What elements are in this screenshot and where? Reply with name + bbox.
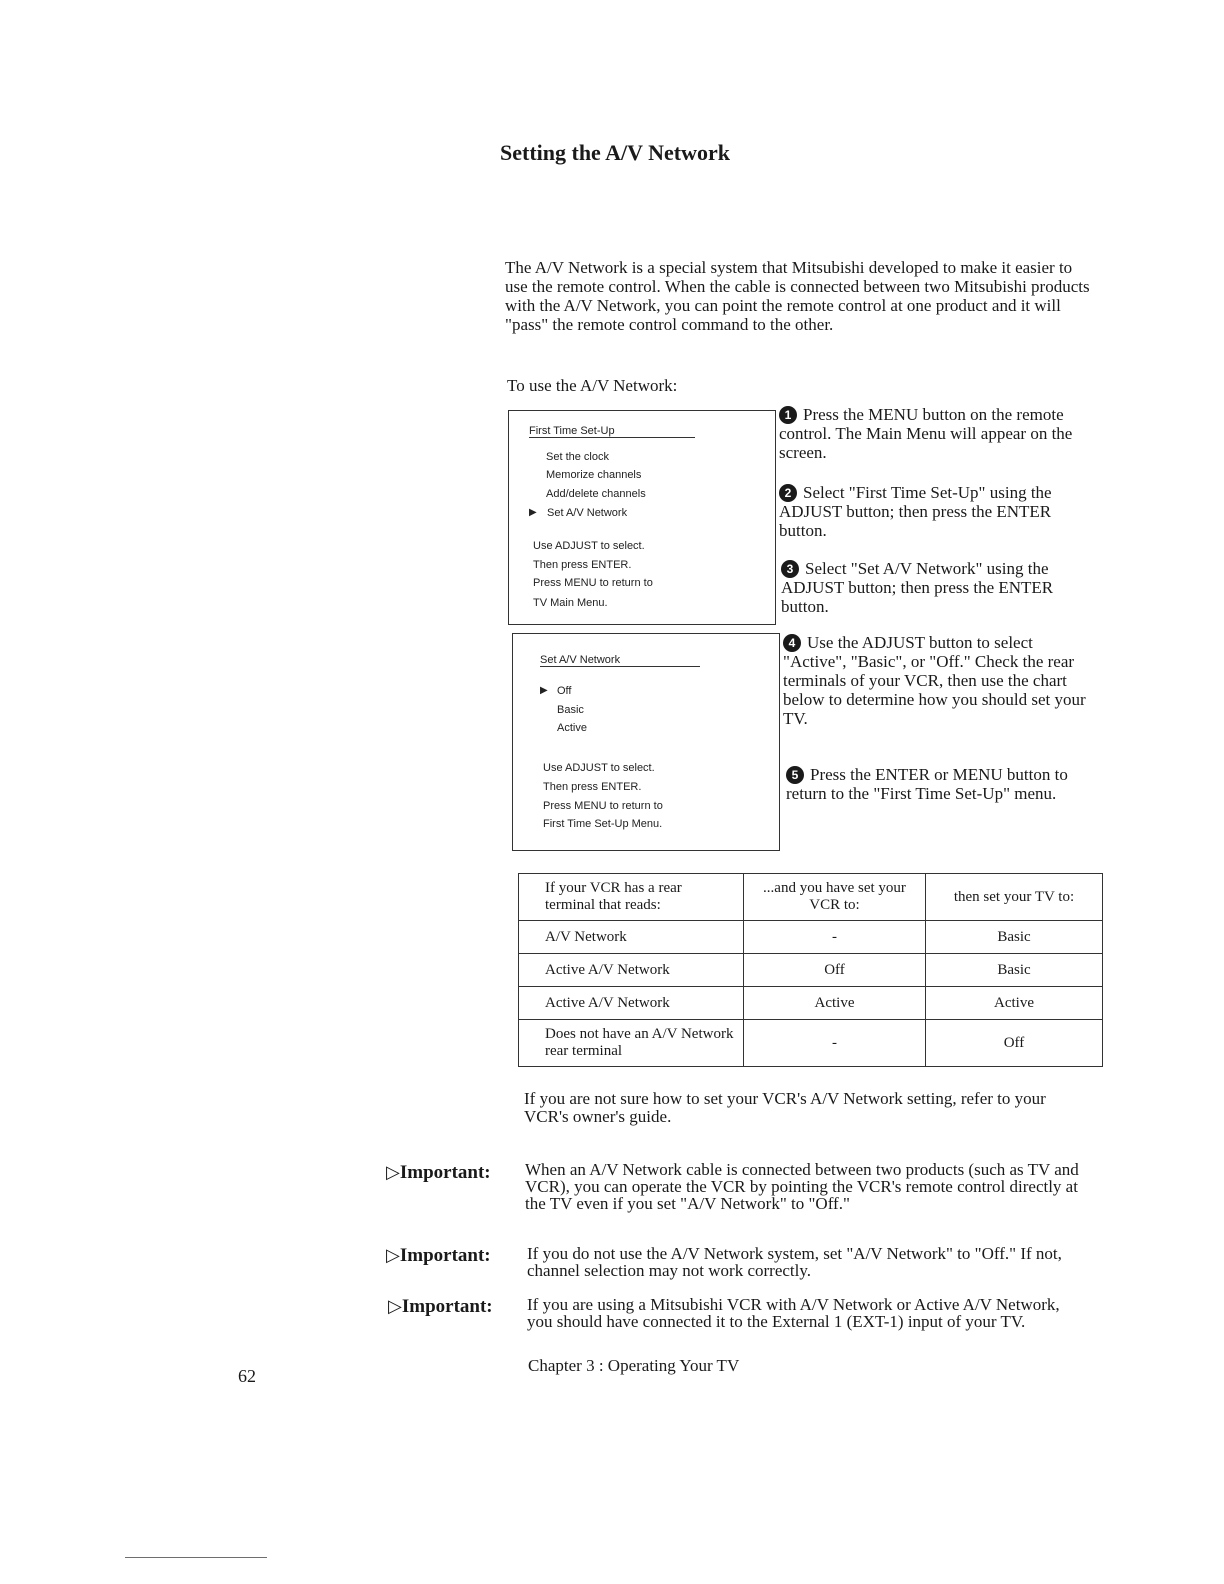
step-text: Press the MENU button on the remote control. The Main Menu will appear on the screen. bbox=[779, 405, 1073, 462]
menu-item: Active bbox=[557, 722, 587, 734]
step-number-badge: 5 bbox=[786, 766, 804, 784]
step-3 bbox=[781, 559, 1091, 616]
table-row bbox=[519, 921, 1103, 954]
step-text: Select "Set A/V Network" using the ADJUST button; then press the ENTER button. bbox=[781, 559, 1054, 616]
first-time-setup-menu-screen bbox=[508, 410, 776, 625]
step-5 bbox=[786, 765, 1076, 803]
help-line: Use ADJUST to select. bbox=[533, 540, 645, 552]
menu-item: Memorize channels bbox=[546, 469, 642, 481]
step-number-badge: 3 bbox=[781, 560, 799, 578]
important-label: ▷Important: bbox=[388, 1296, 493, 1317]
menu-title: First Time Set-Up bbox=[529, 425, 695, 438]
table-cell: Active bbox=[926, 987, 1103, 1020]
table-cell: Off bbox=[744, 954, 926, 987]
help-line: Press MENU to return to bbox=[543, 800, 663, 812]
to-use-heading: To use the A/V Network: bbox=[507, 376, 678, 395]
page-number: 62 bbox=[238, 1366, 256, 1386]
step-4 bbox=[783, 633, 1093, 728]
table-header-cell: If your VCR has a rear terminal that reads: bbox=[519, 874, 744, 921]
table-cell: Does not have an A/V Network rear terminal bbox=[519, 1020, 744, 1067]
page-title: Setting the A/V Network bbox=[500, 140, 730, 165]
table-row bbox=[519, 1020, 1103, 1067]
table-cell: - bbox=[744, 1020, 926, 1067]
step-1 bbox=[779, 405, 1089, 462]
table-cell: A/V Network bbox=[519, 921, 744, 954]
divider-line bbox=[125, 1557, 267, 1558]
table-header-row bbox=[519, 874, 1103, 921]
step-number-badge: 1 bbox=[779, 406, 797, 424]
help-line: First Time Set-Up Menu. bbox=[543, 818, 663, 830]
important-label: ▷Important: bbox=[386, 1245, 491, 1266]
chapter-footer: Chapter 3 : Operating Your TV bbox=[528, 1356, 740, 1375]
important-text: If you are using a Mitsubishi VCR with A/V Network or Active A/V Network, you should have connected it to the External 1 (EXT-1) input of your TV. bbox=[527, 1295, 1060, 1331]
help-line: Then press ENTER. bbox=[533, 559, 632, 571]
step-2 bbox=[779, 483, 1089, 540]
table-header-cell: ...and you have set your VCR to: bbox=[744, 874, 926, 921]
step-text: Press the ENTER or MENU button to return to the "First Time Set-Up" menu. bbox=[786, 765, 1068, 803]
table-cell: Active A/V Network bbox=[519, 954, 744, 987]
help-line: Press MENU to return to bbox=[533, 577, 653, 589]
help-line: Then press ENTER. bbox=[543, 781, 642, 793]
table-cell: Active A/V Network bbox=[519, 987, 744, 1020]
help-line: Use ADJUST to select. bbox=[543, 762, 655, 774]
important-label: ▷Important: bbox=[386, 1162, 491, 1183]
table-cell: Basic bbox=[926, 954, 1103, 987]
menu-item: Add/delete channels bbox=[546, 488, 646, 500]
table-cell: Active bbox=[744, 987, 926, 1020]
table-cell: - bbox=[744, 921, 926, 954]
table-row bbox=[519, 987, 1103, 1020]
important-text: If you do not use the A/V Network system, set "A/V Network" to "Off." If not, channel selection may not work correctly. bbox=[527, 1244, 1062, 1280]
menu-item: Set the clock bbox=[546, 451, 609, 463]
menu-item: Basic bbox=[557, 704, 584, 716]
selection-arrow-icon: ▶ bbox=[540, 685, 548, 696]
table-cell: Basic bbox=[926, 921, 1103, 954]
step-text: Use the ADJUST button to select "Active", "Basic", or "Off." Check the rear terminals of your VCR, then use the chart below to determine how you should set your TV. bbox=[783, 633, 1086, 728]
table-cell: Off bbox=[926, 1020, 1103, 1067]
table-header-cell: then set your TV to: bbox=[926, 874, 1103, 921]
vcr-settings-table bbox=[518, 873, 1103, 1067]
menu-item-selected: Set A/V Network bbox=[547, 507, 628, 519]
intro-paragraph: The A/V Network is a special system that Mitsubishi developed to make it easier to use the remote control. When the cable is connected between two Mitsubishi products with the A/V Network, you can point the remote control at one product and it will "pass" the remote control command to the other. bbox=[505, 258, 1090, 334]
selection-arrow-icon: ▶ bbox=[529, 507, 537, 518]
step-text: Select "First Time Set-Up" using the ADJUST button; then press the ENTER button. bbox=[779, 483, 1052, 540]
important-text: When an A/V Network cable is connected between two products (such as TV and VCR), you can operate the VCR by pointing the VCR's remote control directly at the TV even if you set "A/V Network" to "Off." bbox=[525, 1160, 1079, 1213]
step-number-badge: 2 bbox=[779, 484, 797, 502]
after-table-note: If you are not sure how to set your VCR's A/V Network setting, refer to your VCR's owner's guide. bbox=[524, 1089, 1046, 1126]
help-line: TV Main Menu. bbox=[533, 597, 608, 609]
table-row bbox=[519, 954, 1103, 987]
triangle-icon: ▷ bbox=[388, 1296, 402, 1316]
triangle-icon: ▷ bbox=[386, 1245, 400, 1265]
menu-item-selected: Off bbox=[557, 685, 572, 697]
step-number-badge: 4 bbox=[783, 634, 801, 652]
menu-title: Set A/V Network bbox=[540, 654, 700, 667]
triangle-icon: ▷ bbox=[386, 1162, 400, 1182]
set-av-network-menu-screen bbox=[512, 633, 780, 851]
